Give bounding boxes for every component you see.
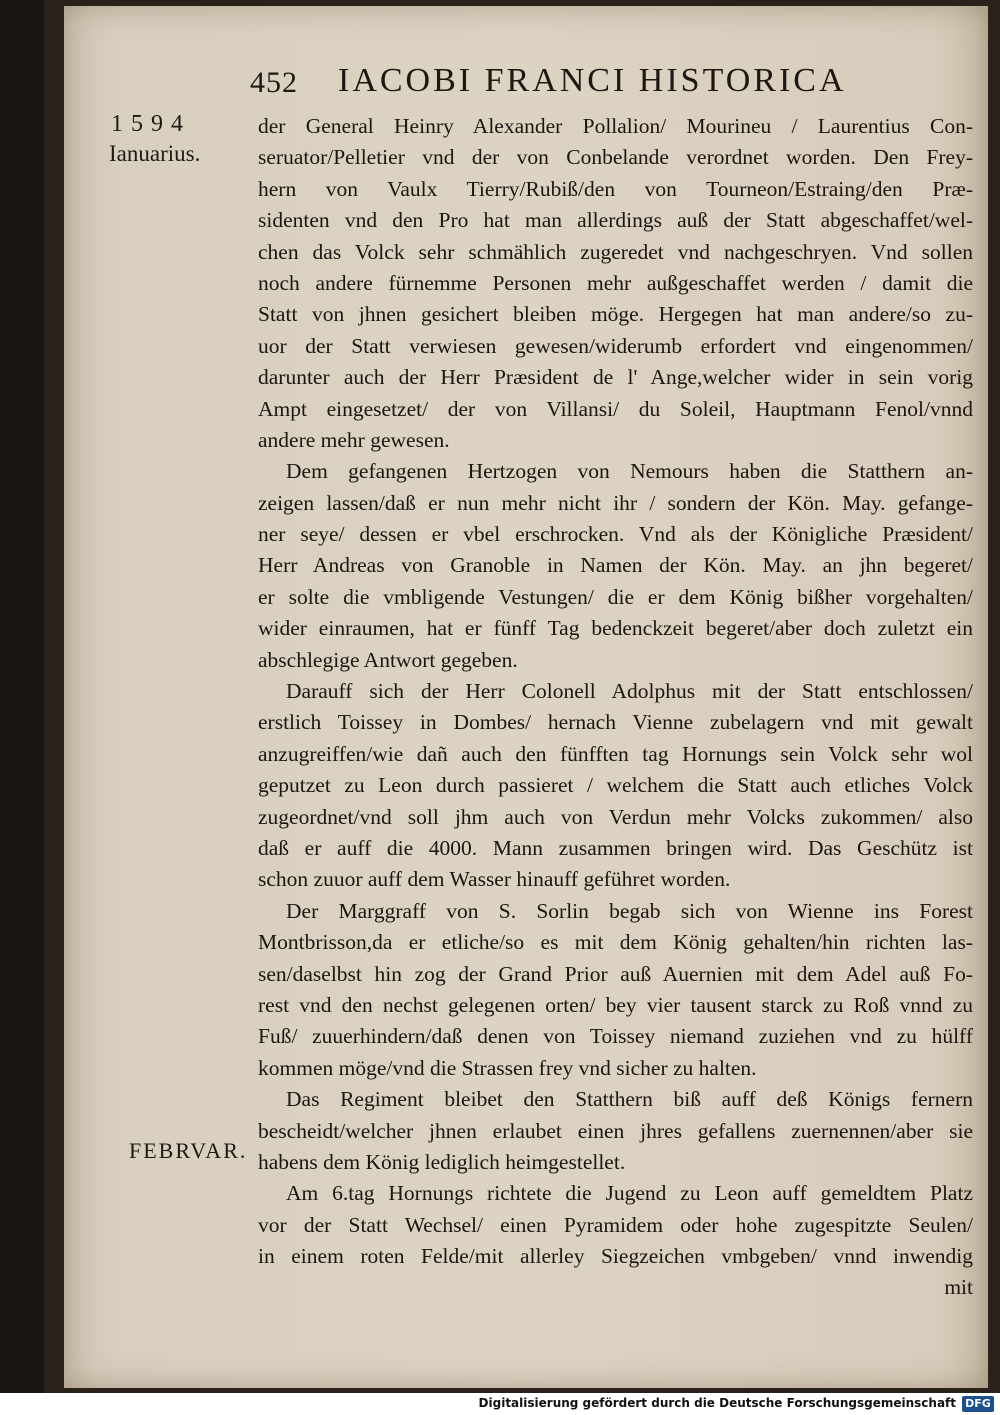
text-line: Am 6.tag Hornungs richtete die Jugend zu Leon auff gemeldtem Platz	[286, 1181, 973, 1206]
text-line: sen/daselbst hin zog der Grand Prior auß Auernien mit dem Adel auß Fo-	[258, 961, 973, 986]
text-line: ner seye/ dessen er vbel erschrocken. Vnd als der Königliche Præsident/	[258, 522, 973, 547]
text-line: daß er auff die 4000. Mann zusammen bringen wird. Das Geschütz ist	[258, 835, 973, 860]
text-line: Ampt eingesetzet/ der von Villansi/ du Soleil, Hauptmann Fenol/vnnd	[258, 396, 973, 421]
text-line: Der Marggraff von S. Sorlin begab sich von Wienne ins Forest	[286, 898, 973, 923]
text-line: Statt von jhnen gesichert bleiben möge. Hergegen hat man andere/so zu-	[258, 302, 973, 327]
text-line: chen das Volck sehr schmählich zugeredet vnd nachgeschryen. Vnd sollen	[258, 239, 973, 264]
text-line: in einem roten Felde/mit allerley Siegzeichen vmbgeben/ vnnd inwendig	[258, 1244, 973, 1269]
text-line: andere mehr gewesen.	[258, 427, 450, 452]
text-line: schon zuuor auff dem Wasser hinauff geführet worden.	[258, 867, 731, 892]
text-line: Herr Andreas von Granoble in Namen der Kön. May. an jhn begeret/	[258, 553, 973, 578]
text-line: rest vnd den nechst gelegenen orten/ bey vier tausent starck zu Roß vnnd zu	[258, 992, 973, 1017]
text-line: habens dem König lediglich heimgestellet.	[258, 1149, 626, 1174]
text-line: Darauff sich der Herr Colonell Adolphus mit der Statt entschlossen/	[286, 679, 973, 704]
text-line: vor der Statt Wechsel/ einen Pyramidem oder hohe zugespitzte Seulen/	[258, 1212, 973, 1237]
margin-month-february: FEBRVAR.	[129, 1138, 248, 1163]
page-number: 452	[250, 66, 298, 99]
text-line: sidenten vnd den Pro hat man allerdings auß der Statt abgeschaffet/wel-	[258, 208, 973, 233]
catchword: mit	[944, 1275, 973, 1300]
text-line: anzugreiffen/wie dañ auch den fünfften tag Hornungs sein Volck sehr wol	[258, 741, 973, 766]
text-line: erstlich Toissey in Dombes/ hernach Vienne zubelagern vnd mit gewalt	[258, 710, 973, 735]
running-title: IACOBI FRANCI HISTORICA	[338, 62, 847, 99]
text-line: zugeordnet/vnd soll jhm auch von Verdun mehr Volcks zukommen/ also	[258, 804, 973, 829]
text-line: der General Heinry Alexander Pollalion/ Mourineu / Laurentius Con-	[258, 114, 973, 138]
text-line: wider einraumen, hat er fünff Tag bedenckzeit begeret/aber doch zuletzt ein	[258, 616, 973, 641]
text-line: abschlegige Antwort gegeben.	[258, 647, 518, 672]
text-line: geputzet zu Leon durch passieret / welchem die Statt auch etliches Volck	[258, 773, 973, 798]
margin-month-january: Ianuarius.	[109, 141, 201, 166]
text-line: uor der Statt verwiesen gewesen/widerumb erfordert vnd eingenommen/	[258, 333, 973, 358]
funding-credit: Digitalisierung gefördert durch die Deutsche Forschungsgemeinschaft	[478, 1396, 956, 1410]
text-line: zeigen lassen/daß er nun mehr nicht ihr / sondern der Kön. May. gefange-	[258, 490, 973, 515]
text-line: bescheidt/welcher jhnen erlaubet einen jhres gefallens zuernennen/aber sie	[258, 1118, 973, 1143]
text-line: Montbrisson,da er etliche/so es mit dem König gehalten/hin richten las-	[258, 930, 973, 955]
dfg-logo-icon: DFG	[962, 1396, 994, 1412]
margin-year: 1594	[111, 111, 191, 137]
text-line: kommen möge/vnd die Strassen frey vnd sicher zu halten.	[258, 1055, 757, 1080]
text-line: seruator/Pelletier vnd der von Conbelande verordnet worden. Den Frey-	[258, 145, 973, 170]
text-line: darunter auch der Herr Præsident de l' Ange,welcher wider in sein vorig	[258, 365, 973, 390]
page-header	[250, 62, 910, 116]
text-line: er solte die vmbligende Vestungen/ die er dem König bißher vorgehalten/	[258, 584, 973, 609]
text-line: hern von Vaulx Tierry/Rubiß/den von Tourneon/Estraing/den Præ-	[258, 176, 973, 201]
text-line: Fuß/ zuuerhindern/daß denen von Toissey niemand zuziehen vnd zu hülff	[258, 1024, 973, 1049]
text-line: Dem gefangenen Hertzogen von Nemours haben die Statthern an-	[286, 459, 973, 484]
body-text	[258, 111, 973, 1304]
text-line: noch andere fürnemme Personen mehr außgeschaffet werden / damit die	[258, 270, 973, 295]
text-line: Das Regiment bleibet den Statthern biß auff deß Königs fernern	[286, 1087, 973, 1112]
digitization-footer	[0, 1393, 1000, 1415]
